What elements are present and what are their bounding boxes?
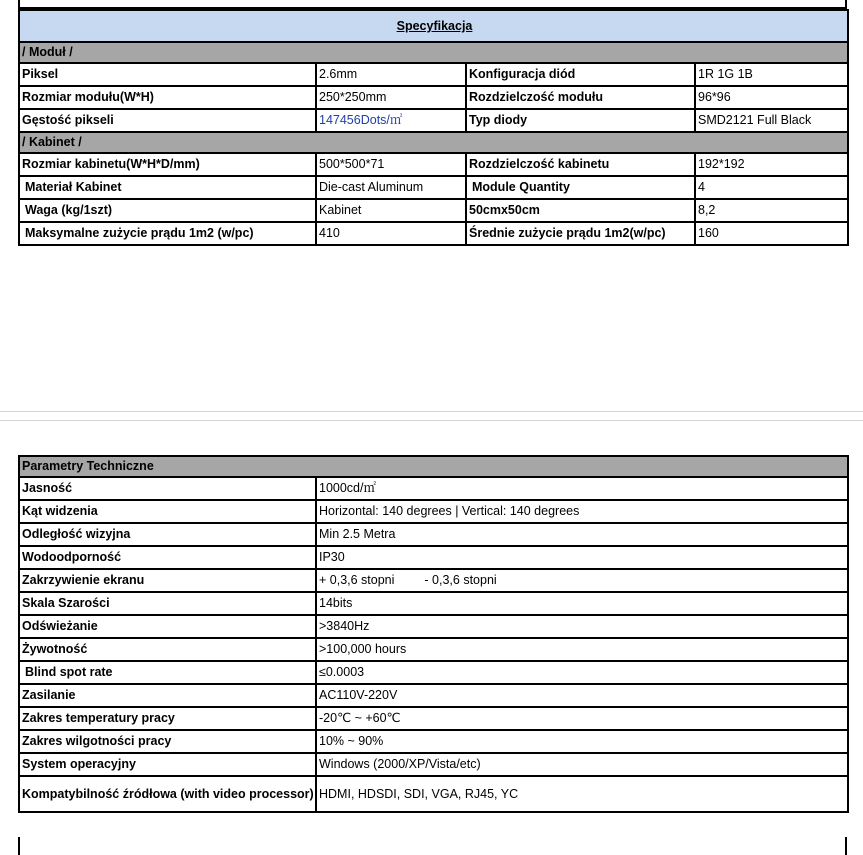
table-row [19,153,848,176]
table-row [19,569,848,592]
cabinet-section-header: / Kabinet / [19,132,848,153]
table-row [19,199,848,222]
curvature-plus: + 0,3,6 stopni [319,573,395,587]
spec-value: Kabinet [316,199,466,222]
tech-label: Blind spot rate [19,661,316,684]
tech-value: -20℃ ~ +60℃ [316,707,848,730]
spec-label: Waga (kg/1szt) [19,199,316,222]
table-row [19,222,848,245]
tech-value: 1000cd/㎡ [316,477,848,500]
table-continuation [18,837,847,855]
tech-value: ≤0.0003 [316,661,848,684]
spec-value: Die-cast Aluminum [316,176,466,199]
table-row [19,176,848,199]
tech-label: Kompatybilność źródłowa (with video processor) [19,776,316,812]
spec-label: Materiał Kabinet [19,176,316,199]
tech-label: Jasność [19,477,316,500]
tech-label: Zasilanie [19,684,316,707]
spec-label: Gęstość pikseli [19,109,316,132]
spec-value: 147456Dots/㎡ [316,109,466,132]
tech-value: >100,000 hours [316,638,848,661]
table-row [19,753,848,776]
spec-value: 500*500*71 [316,153,466,176]
spec-value: 192*192 [695,153,848,176]
top-blank-row [18,0,847,9]
tech-label: Zakrzywienie ekranu [19,569,316,592]
table-row [19,109,848,132]
table-row [19,86,848,109]
tech-value [316,569,848,592]
spec-label: Konfiguracja diód [466,63,695,86]
spec-label: Maksymalne zużycie prądu 1m2 (w/pc) [19,222,316,245]
curvature-minus: - 0,3,6 stopni [424,573,497,587]
spec-label: Rozmiar kabinetu(W*H*D/mm) [19,153,316,176]
tech-label: Wodoodporność [19,546,316,569]
table-row [19,546,848,569]
table-row [19,661,848,684]
spec-title: Specyfikacja [19,10,848,42]
table-row [19,638,848,661]
tech-label: Odległość wizyjna [19,523,316,546]
tech-label: Skala Szarości [19,592,316,615]
tech-label: Żywotność [19,638,316,661]
module-section-header: / Moduł / [19,42,848,63]
spec-label: Średnie zużycie prądu 1m2(w/pc) [466,222,695,245]
table-row [19,63,848,86]
page-separator [0,411,863,412]
spec-table [18,9,849,246]
tech-label: Zakres temperatury pracy [19,707,316,730]
tech-label: System operacyjny [19,753,316,776]
spec-value: 1R 1G 1B [695,63,848,86]
spec-label: Piksel [19,63,316,86]
spec-value: 4 [695,176,848,199]
table-row [19,615,848,638]
tech-value: IP30 [316,546,848,569]
tech-value: Windows (2000/XP/Vista/etc) [316,753,848,776]
table-row [19,500,848,523]
spec-label: Typ diody [466,109,695,132]
table-row [19,776,848,812]
table-row [19,707,848,730]
tech-label: Odświeżanie [19,615,316,638]
spec-label: 50cmx50cm [466,199,695,222]
tech-value: 14bits [316,592,848,615]
tech-table [18,455,849,813]
table-row [19,684,848,707]
spec-value: 2.6mm [316,63,466,86]
table-row [19,730,848,753]
spec-value: 8,2 [695,199,848,222]
spec-value: 96*96 [695,86,848,109]
spec-value: SMD2121 Full Black [695,109,848,132]
tech-value: 10% ~ 90% [316,730,848,753]
tech-section-header: Parametry Techniczne [19,456,848,477]
tech-label: Zakres wilgotności pracy [19,730,316,753]
tech-value: HDMI, HDSDI, SDI, VGA, RJ45, YC [316,776,848,812]
spec-value: 160 [695,222,848,245]
page-separator [0,420,863,421]
spec-label: Module Quantity [466,176,695,199]
spec-label: Rozdzielczość kabinetu [466,153,695,176]
spec-value: 410 [316,222,466,245]
tech-value: Horizontal: 140 degrees | Vertical: 140 degrees [316,500,848,523]
table-row [19,477,848,500]
tech-value: AC110V-220V [316,684,848,707]
table-row [19,523,848,546]
tech-value: >3840Hz [316,615,848,638]
tech-value: Min 2.5 Metra [316,523,848,546]
table-row [19,592,848,615]
spec-label: Rozmiar modułu(W*H) [19,86,316,109]
spec-label: Rozdzielczość modułu [466,86,695,109]
tech-label: Kąt widzenia [19,500,316,523]
spec-value: 250*250mm [316,86,466,109]
